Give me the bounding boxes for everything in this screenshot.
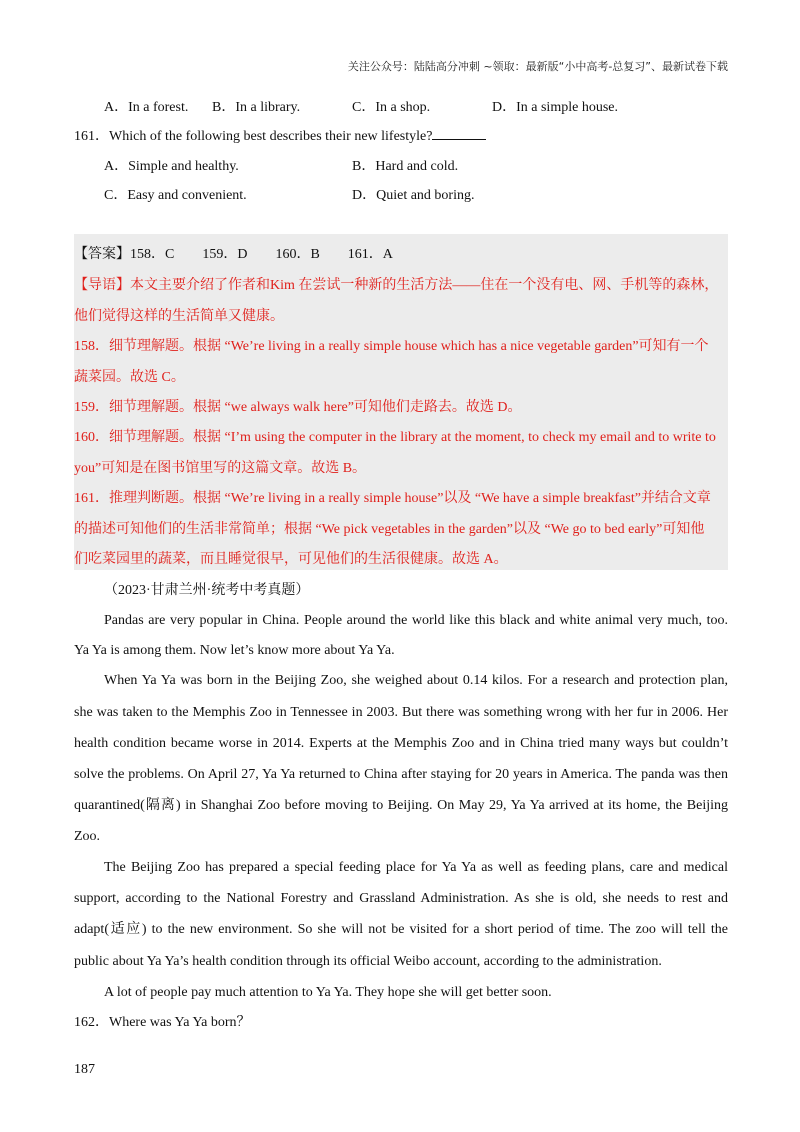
- passage-line: The Beijing Zoo has prepared a special feeding place for Ya Ya as well as feeding plans, care and medical: [104, 860, 728, 875]
- passage-line: public about Ya Ya’s health condition through its official Weibo account, according to the administration.: [74, 954, 662, 969]
- passage-line: adapt(适应) to the new environment. So she will not be visited for a short period of time. The zoo will tell the: [74, 922, 728, 937]
- option-c: C．Easy and convenient.: [104, 188, 247, 203]
- passage-line: solve the problems. On April 27, Ya Ya returned to China after staying for 20 years in America. The panda was then: [74, 767, 728, 782]
- explain-158-line-2: 蔬菜园。故选 C。: [74, 370, 185, 385]
- option-d: D．In a simple house.: [492, 100, 618, 115]
- question-162-stem: 162．Where was Ya Ya born？: [74, 1015, 251, 1030]
- passage-line: health condition became worse in 2014. Experts at the Memphis Zoo and in China tried many ways but couldn’t: [74, 736, 728, 751]
- option-b: B．In a library.: [212, 100, 301, 115]
- passage-line: A lot of people pay much attention to Ya Ya. They hope she will get better soon.: [104, 985, 552, 1000]
- passage-line: quarantined(隔离) in Shanghai Zoo before moving to Beijing. On May 29, Ya Ya arrived at its home, the Beijing: [74, 798, 728, 813]
- option-a: A．In a forest.: [104, 100, 189, 115]
- explain-160-line-1: 160．细节理解题。根据 “I’m using the computer in the library at the moment, to check my email and to write to: [74, 430, 716, 445]
- answer-blank: [432, 127, 486, 140]
- passage-line: When Ya Ya was born in the Beijing Zoo, she weighed about 0.14 kilos. For a research and protection plan,: [104, 673, 728, 688]
- passage-line: Zoo.: [74, 829, 101, 844]
- explain-159: 159．细节理解题。根据 “we always walk here”可知他们走路去。故选 D。: [74, 400, 522, 415]
- explain-158-line-1: 158．细节理解题。根据 “We’re living in a really simple house which has a nice vegetable garden”可知有一个: [74, 339, 709, 354]
- guide-line-1: 【导语】本文主要介绍了作者和Kim 在尝试一种新的生活方法——住在一个没有电、网、手机等的森林，: [74, 278, 719, 293]
- answer-key: 【答案】158．C 159．D 160．B 161．A: [74, 247, 393, 262]
- option-c: C．In a shop.: [352, 100, 431, 115]
- option-b: B．Hard and cold.: [352, 159, 459, 174]
- explain-160-line-2: you”可知是在图书馆里写的这篇文章。故选 B。: [74, 461, 367, 476]
- passage-line: Ya Ya is among them. Now let’s know more about Ya Ya.: [74, 643, 395, 658]
- option-d: D．Quiet and boring.: [352, 188, 475, 203]
- passage-line: support, according to the National Forestry and Grassland Administration. As she is old, she needs to rest and: [74, 891, 728, 906]
- question-stem: 161．Which of the following best describes their new lifestyle?: [74, 127, 486, 147]
- source-label: （2023·甘肃兰州·统考中考真题）: [104, 583, 310, 598]
- explain-161-line-1: 161．推理判断题。根据 “We’re living in a really simple house”以及 “We have a simple breakfast”并结合文章: [74, 491, 711, 506]
- page-number: 187: [74, 1062, 95, 1077]
- guide-line-2: 他们觉得这样的生活简单又健康。: [74, 309, 284, 324]
- option-a: A．Simple and healthy.: [104, 159, 239, 174]
- page-header: 关注公众号：陆陆高分冲刺 ~领取：最新版“小中高考-总复习”、最新试卷下载: [347, 60, 728, 73]
- passage-line: Pandas are very popular in China. People around the world like this black and white animal very much, too.: [104, 613, 728, 628]
- passage-line: she was taken to the Memphis Zoo in Tennessee in 2003. But there was something wrong with her fur in 2006. Her: [74, 705, 728, 720]
- explain-161-line-3: 们吃菜园里的蔬菜，而且睡觉很早，可见他们的生活很健康。故选 A。: [74, 552, 508, 567]
- explain-161-line-2: 的描述可知他们的生活非常简单；根据 “We pick vegetables in the garden”以及 “We go to bed early”可知他: [74, 522, 705, 537]
